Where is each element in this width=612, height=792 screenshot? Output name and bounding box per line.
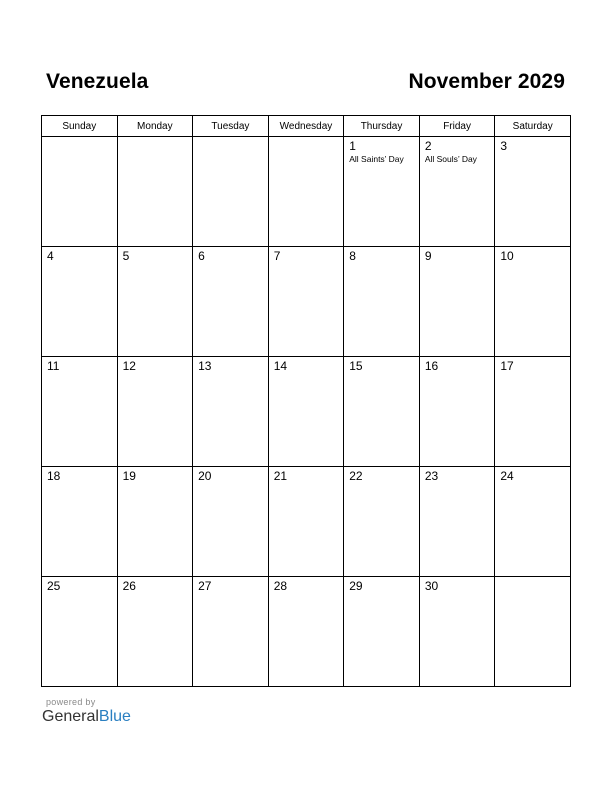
- month-year-title: November 2029: [408, 70, 565, 93]
- holiday-label: All Saints’ Day: [349, 154, 404, 164]
- day-cell[interactable]: [495, 467, 571, 577]
- day-cell[interactable]: [419, 357, 495, 467]
- week-row: [42, 247, 571, 357]
- day-cell[interactable]: [495, 577, 571, 687]
- weekday-header: Monday: [117, 116, 193, 137]
- day-cell[interactable]: [495, 357, 571, 467]
- day-number: 6: [198, 249, 205, 263]
- day-cell[interactable]: [268, 137, 344, 247]
- generalblue-logo[interactable]: [42, 708, 131, 726]
- day-number: 10: [500, 249, 514, 263]
- week-row: [42, 577, 571, 687]
- day-number: 8: [349, 249, 356, 263]
- weekday-header: Tuesday: [193, 116, 269, 137]
- day-cell[interactable]: [419, 577, 495, 687]
- weekday-header: Sunday: [42, 116, 118, 137]
- calendar-grid: [41, 115, 571, 687]
- day-cell[interactable]: [344, 467, 420, 577]
- day-cell[interactable]: [495, 137, 571, 247]
- brand-blue-text: Blue: [98, 708, 131, 725]
- day-number: 7: [273, 249, 281, 263]
- day-cell[interactable]: [117, 577, 193, 687]
- day-number: 28: [273, 579, 288, 593]
- day-cell[interactable]: [193, 357, 269, 467]
- day-cell[interactable]: [268, 357, 344, 467]
- week-row: [42, 137, 571, 247]
- day-number: 23: [424, 469, 439, 483]
- day-number: 12: [122, 359, 136, 373]
- day-number: 19: [122, 469, 136, 483]
- day-number: 24: [500, 469, 514, 483]
- day-cell[interactable]: [268, 577, 344, 687]
- powered-by-label: powered by: [46, 697, 96, 707]
- day-number: 17: [500, 359, 514, 373]
- day-cell[interactable]: [268, 467, 344, 577]
- week-row: [42, 357, 571, 467]
- day-number: 9: [424, 249, 432, 263]
- day-number: 21: [273, 469, 288, 483]
- day-cell[interactable]: [42, 467, 118, 577]
- day-number: 25: [47, 579, 61, 593]
- day-number: 27: [198, 579, 212, 593]
- country-title: Venezuela: [46, 70, 149, 93]
- day-cell[interactable]: [344, 357, 420, 467]
- weekday-header: Wednesday: [268, 116, 344, 137]
- weekday-header-row: [42, 116, 571, 137]
- day-number: 22: [349, 469, 363, 483]
- day-cell[interactable]: [419, 137, 495, 247]
- day-number: 14: [273, 359, 288, 373]
- day-cell[interactable]: [193, 137, 269, 247]
- day-cell[interactable]: [419, 467, 495, 577]
- day-number: 2: [424, 139, 432, 153]
- day-number: 3: [500, 139, 508, 153]
- day-number: 5: [122, 249, 130, 263]
- day-number: 1: [349, 139, 356, 153]
- day-cell[interactable]: [344, 137, 420, 247]
- day-cell[interactable]: [193, 467, 269, 577]
- day-cell[interactable]: [117, 357, 193, 467]
- brand-general-text: General: [42, 708, 99, 725]
- weekday-header: Saturday: [495, 116, 571, 137]
- holiday-label: All Souls’ Day: [424, 154, 477, 164]
- day-number: 16: [424, 359, 439, 373]
- week-row: [42, 467, 571, 577]
- weekday-header: Thursday: [344, 116, 420, 137]
- day-number: 29: [349, 579, 363, 593]
- day-cell[interactable]: [419, 247, 495, 357]
- day-cell[interactable]: [117, 247, 193, 357]
- day-number: 26: [122, 579, 136, 593]
- day-cell[interactable]: [268, 247, 344, 357]
- day-cell[interactable]: [495, 247, 571, 357]
- weekday-header: Friday: [419, 116, 495, 137]
- day-number: 13: [198, 359, 212, 373]
- day-cell[interactable]: [42, 137, 118, 247]
- day-cell[interactable]: [344, 247, 420, 357]
- day-number: 15: [349, 359, 363, 373]
- day-cell[interactable]: [42, 577, 118, 687]
- day-cell[interactable]: [193, 577, 269, 687]
- day-cell[interactable]: [344, 577, 420, 687]
- day-number: 30: [424, 579, 439, 593]
- day-cell[interactable]: [117, 137, 193, 247]
- day-number: 18: [47, 469, 61, 483]
- day-cell[interactable]: [42, 247, 118, 357]
- day-cell[interactable]: [117, 467, 193, 577]
- day-number: 20: [198, 469, 212, 483]
- day-number: 4: [47, 249, 54, 263]
- day-cell[interactable]: [42, 357, 118, 467]
- day-cell[interactable]: [193, 247, 269, 357]
- day-number: 11: [47, 359, 60, 373]
